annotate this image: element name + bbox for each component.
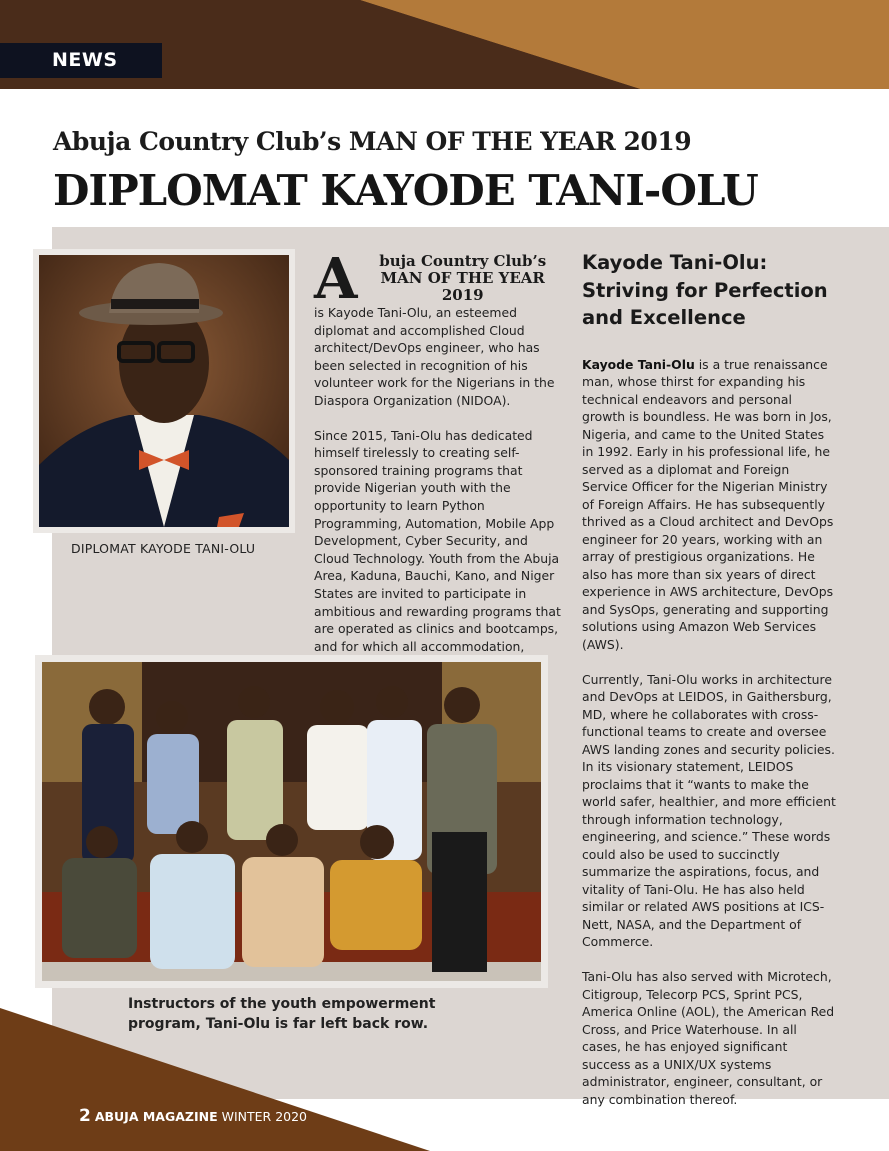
page-number: 2 xyxy=(79,1106,91,1126)
page-headline: DIPLOMAT KAYODE TANI-OLU xyxy=(53,166,758,215)
group-photo xyxy=(42,662,541,981)
page-footer xyxy=(79,1106,307,1126)
paragraph-intro: is Kayode Tani-Olu, an esteemed diplomat and accomplished Cloud architect/DevOps engineer, who has been selected in recognition of his volunteer work for the Nigerians in the Diaspora Organization (NIDOA). xyxy=(314,305,555,408)
article-column-right xyxy=(582,249,837,1126)
paragraph-programs: Since 2015, Tani-Olu has dedicated himself tirelessly to creating self-sponsored training programs that provide Nigerian youth with the opportunity to learn Python Programming, Automation, Mobile App Development, Cyber Security, and Cloud Technology. Youth from the Abuja Area, Kaduna, Bauchi, Kano, and Niger States are invited to participate in ambitious and rewarding programs that are operated as clinics and bootcamps, and for which all accommodation, xyxy=(314,427,561,654)
bio-name: Kayode Tani-Olu xyxy=(582,356,695,372)
lead-heading-line2: MAN OF THE YEAR 2019 xyxy=(380,269,545,304)
issue-label: WINTER 2020 xyxy=(221,1109,308,1124)
paragraph-bio xyxy=(582,356,837,654)
section-heading: Kayode Tani-Olu: Striving for Perfection and Excellence xyxy=(582,251,828,329)
magazine-name: ABUJA MAGAZINE xyxy=(94,1109,218,1124)
section-tab-news: NEWS xyxy=(0,43,162,78)
group-photo-caption: Instructors of the youth empowerment program, Tani-Olu is far left back row. xyxy=(128,996,436,1032)
drop-cap: A xyxy=(314,246,358,312)
paragraph-past-roles: Tani-Olu has also served with Microtech, Citigroup, Telecorp PCS, Sprint PCS, America Online (AOL), the American Red Cross, and Price Waterhouse. In all cases, he has enjoyed significant success as a UNIX/UX systems administrator, engineer, consultant, or any combination thereof. xyxy=(582,969,835,1107)
bio-text: is a true renaissance man, whose thirst for expanding his technical endeavors and personal growth is boundless. He was born in Jos, Nigeria, and came to the United States in 1992. Early in his professional life, he served as a diplomat and Foreign Service Officer for the Nigerian Ministry of Foreign Affairs. He has subsequently thrived as a Cloud architect and DevOps engineer for 20 years, working with an array of prestigious organizations. He also has more than six years of direct experience in AWS architecture, DevOps and SysOps, generating and supporting solutions using Amazon Web Services (AWS). xyxy=(582,356,834,652)
kicker-title: Abuja Country Club’s MAN OF THE YEAR 2019 xyxy=(53,127,692,156)
portrait-photo xyxy=(39,255,289,527)
lead-heading-line1: buja Country Club’s xyxy=(379,252,547,270)
portrait-caption: DIPLOMAT KAYODE TANI-OLU xyxy=(71,541,256,556)
article-column-left xyxy=(314,246,564,707)
paragraph-current-role: Currently, Tani-Olu works in architecture and DevOps at LEIDOS, in Gaithersburg, MD, where he collaborates with cross-functional teams to create and oversee AWS landing zones and security policies. In its visionary statement, LEIDOS proclaims that it “wants to make the world safer, healthier, and more efficient through information technology, engineering, and science.” These words could also be used to succinctly summarize the aspirations, focus, and vitality of Tani-Olu. He has also held similar or related AWS positions at ICS-Nett, NASA, and the Department of Commerce. xyxy=(582,671,836,949)
